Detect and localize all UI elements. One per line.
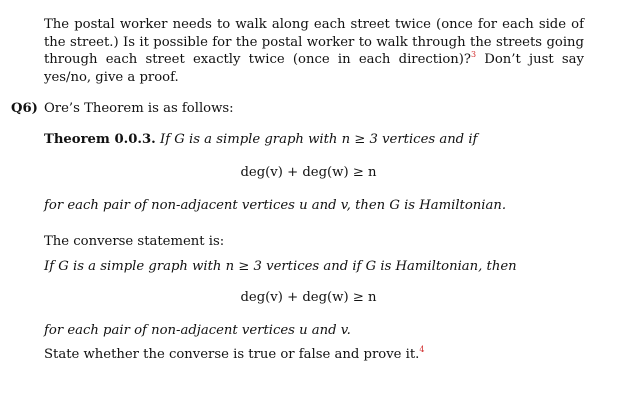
problem-paragraph bbox=[44, 16, 584, 86]
footnote-mark-3[interactable]: 3 bbox=[470, 50, 477, 60]
footnote-mark-4[interactable]: 4 bbox=[419, 345, 425, 354]
paragraph-text-after: Don’t just say yes/no, give a proof. bbox=[44, 52, 584, 85]
theorem-statement: If G is a simple graph with n ≥ 3 vertices and if bbox=[159, 132, 478, 147]
question-intro: Ore’s Theorem is as follows: bbox=[44, 101, 234, 116]
converse-equation: deg(v) + deg(w) ≥ n bbox=[240, 290, 377, 305]
paragraph-text: The postal worker needs to walk along each street twice (once for each side of the street.) Is it possible for the postal worker to walk through the streets going through each street exactly twice (once in each direction)? bbox=[44, 17, 584, 68]
question-label: Q6) bbox=[11, 101, 38, 116]
theorem-heading: Theorem 0.0.3. bbox=[44, 132, 156, 147]
converse-intro: The converse statement is: bbox=[44, 234, 225, 249]
theorem-conclusion: for each pair of non-adjacent vertices u and v, then G is Hamiltonian. bbox=[44, 198, 507, 213]
task-line bbox=[44, 347, 424, 362]
theorem-line bbox=[44, 131, 584, 149]
converse-statement: If G is a simple graph with n ≥ 3 vertices and if G is Hamiltonian, then bbox=[44, 259, 517, 274]
converse-conclusion: for each pair of non-adjacent vertices u and v. bbox=[44, 323, 351, 338]
task-text: State whether the converse is true or false and prove it. bbox=[44, 347, 420, 362]
theorem-equation: deg(v) + deg(w) ≥ n bbox=[240, 165, 377, 180]
